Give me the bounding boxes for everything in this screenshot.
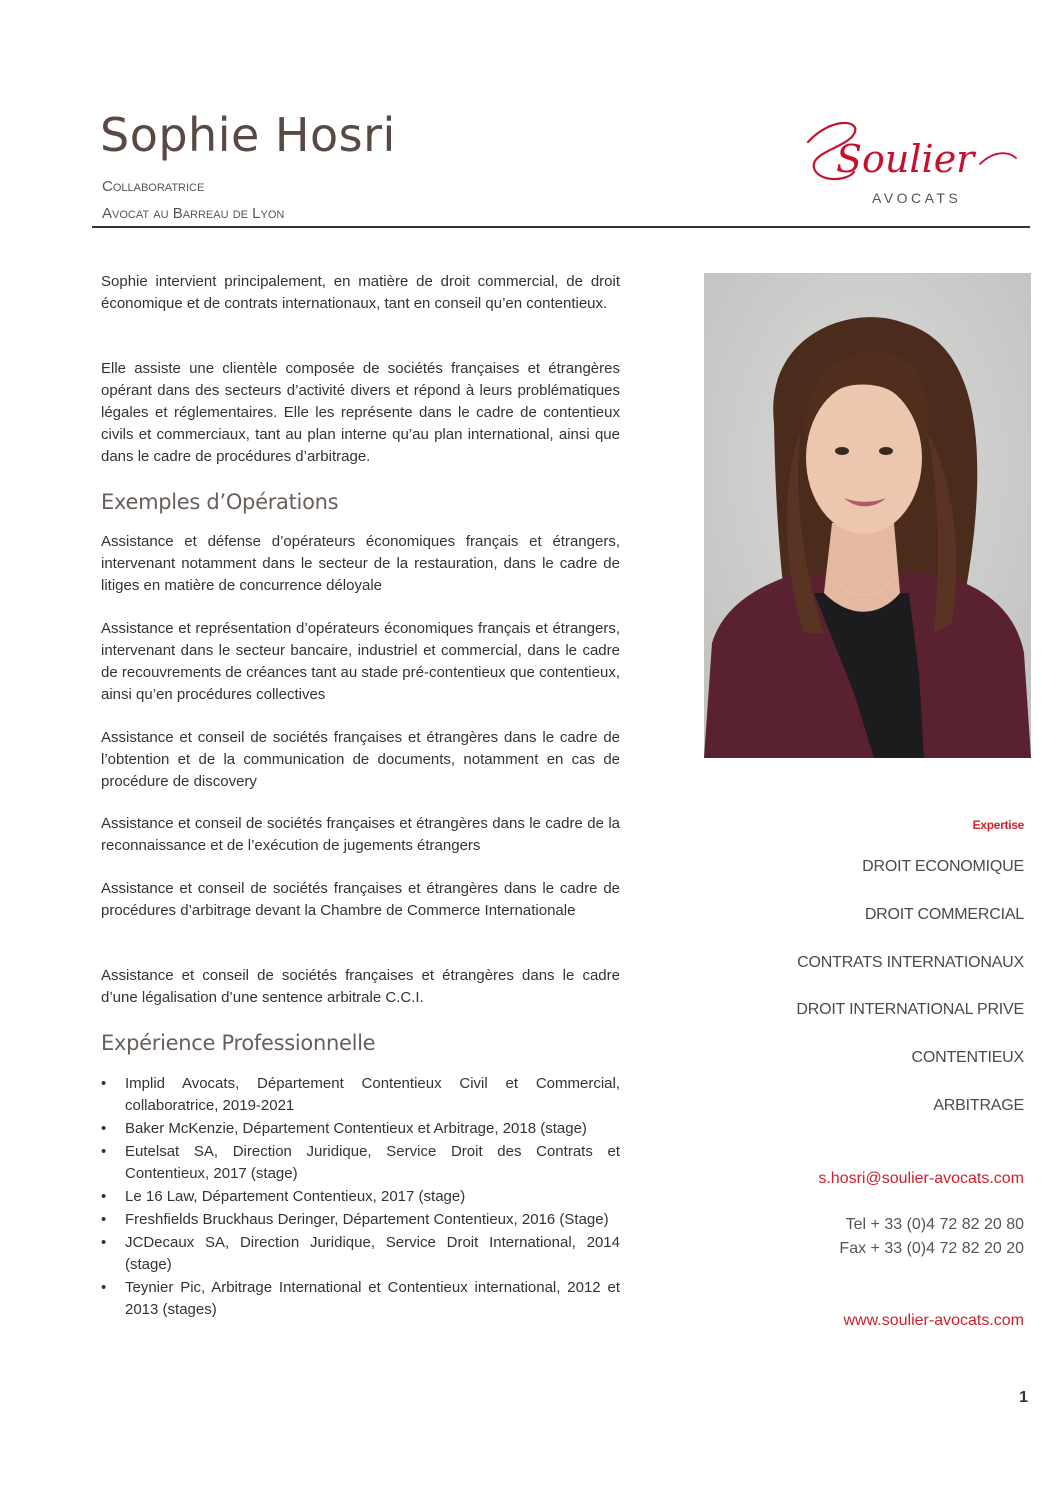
bullet: • — [101, 1188, 107, 1205]
website-link[interactable]: www.soulier-avocats.com — [843, 1312, 1024, 1329]
experience-item: • Baker McKenzie, Département Contentieux et Arbitrage, 2018 (stage) — [101, 1118, 620, 1140]
logo-script: Soulier — [836, 137, 975, 181]
experience-list — [101, 1073, 620, 1322]
experience-item: • Implid Avocats, Département Contentieux Civil et Commercial, collaboratrice, 2019-2021 — [101, 1075, 620, 1114]
header-divider — [92, 226, 1030, 228]
page-number: 1 — [1019, 1389, 1028, 1406]
bullet: • — [101, 1279, 107, 1296]
phone-number: Tel + 33 (0)4 72 82 20 80 — [845, 1216, 1024, 1233]
experience-item: • Freshfields Bruckhaus Deringer, Département Contentieux, 2016 (Stage) — [101, 1209, 620, 1231]
expertise-item: DROIT COMMERCIAL — [864, 906, 1024, 923]
experience-item: • Eutelsat SA, Direction Juridique, Service Droit des Contrats et Contentieux, 2017 (stage) — [101, 1143, 620, 1182]
expertise-item: ARBITRAGE — [933, 1097, 1024, 1114]
bullet: • — [101, 1143, 107, 1160]
soulier-avocats-logo — [802, 112, 1022, 208]
operation-item: Assistance et défense d’opérateurs économiques français et étrangers, intervenant notamment dans le secteur de la restauration, dans le cadre de litiges en matière de concurrence déloyale — [101, 533, 620, 594]
email-link[interactable]: s.hosri@soulier-avocats.com — [818, 1170, 1024, 1187]
intro-paragraph-2: Elle assiste une clientèle composée de sociétés françaises et étrangères opérant dans des secteurs d’activité divers et répond à leurs problématiques légales et réglementaires. Elle les représente dans le cadre de contentieux civils et commerciaux, tant au plan interne qu’au plan international, ainsi que dans le cadre de procédures d’arbitrage. — [101, 360, 620, 465]
experience-item: • Teynier Pic, Arbitrage International et Contentieux international, 2012 et 2013 (stages) — [101, 1279, 620, 1318]
bullet: • — [101, 1120, 107, 1137]
operation-item: Assistance et conseil de sociétés françaises et étrangères dans le cadre de la reconnaissance et de l’exécution de jugements étrangers — [101, 815, 620, 854]
expertise-item: CONTENTIEUX — [911, 1049, 1024, 1066]
operation-item: Assistance et conseil de sociétés françaises et étrangères dans le cadre de procédures d’arbitrage devant la Chambre de Commerce Internationale — [101, 880, 620, 919]
portrait-photo — [704, 273, 1031, 758]
experience-item: • JCDecaux SA, Direction Juridique, Service Droit International, 2014 (stage) — [101, 1234, 620, 1273]
logo-flourish — [980, 153, 1016, 164]
bar-membership: Avocat au Barreau de Lyon — [102, 205, 285, 222]
operation-item: Assistance et conseil de sociétés françaises et étrangères dans le cadre de l’obtention et de la communication de documents, notamment en cas de procédure de discovery — [101, 729, 620, 790]
experience-heading: Expérience Professionnelle — [101, 1031, 376, 1055]
experience-item: • Le 16 Law, Département Contentieux, 2017 (stage) — [101, 1186, 620, 1208]
role-title: Collaboratrice — [102, 178, 205, 195]
operations-heading: Exemples d’Opérations — [101, 490, 339, 514]
fax-number: Fax + 33 (0)4 72 82 20 20 — [839, 1240, 1024, 1257]
bullet: • — [101, 1211, 107, 1228]
operation-item: Assistance et conseil de sociétés françaises et étrangères dans le cadre d’une légalisation d’une sentence arbitrale C.C.I. — [101, 967, 620, 1006]
logo-subtitle: AVOCATS — [872, 190, 962, 206]
bullet: • — [101, 1075, 107, 1092]
intro-paragraph-1: Sophie intervient principalement, en matière de droit commercial, de droit économique et de contrats internationaux, tant en conseil qu’en contentieux. — [101, 273, 620, 312]
expertise-item: DROIT ECONOMIQUE — [862, 858, 1024, 875]
operation-item: Assistance et représentation d’opérateurs économiques français et étrangers, intervenant dans le secteur bancaire, industriel et commercial, dans le cadre de recouvrements de créances tant au stade pré-contentieux que contentieux, ainsi qu’en procédures collectives — [101, 620, 620, 703]
expertise-item: CONTRATS INTERNATIONAUX — [797, 954, 1024, 971]
expertise-item: DROIT INTERNATIONAL PRIVE — [796, 1001, 1024, 1018]
bullet: • — [101, 1234, 107, 1251]
person-name: Sophie Hosri — [100, 108, 396, 162]
expertise-label: Expertise — [972, 818, 1024, 832]
